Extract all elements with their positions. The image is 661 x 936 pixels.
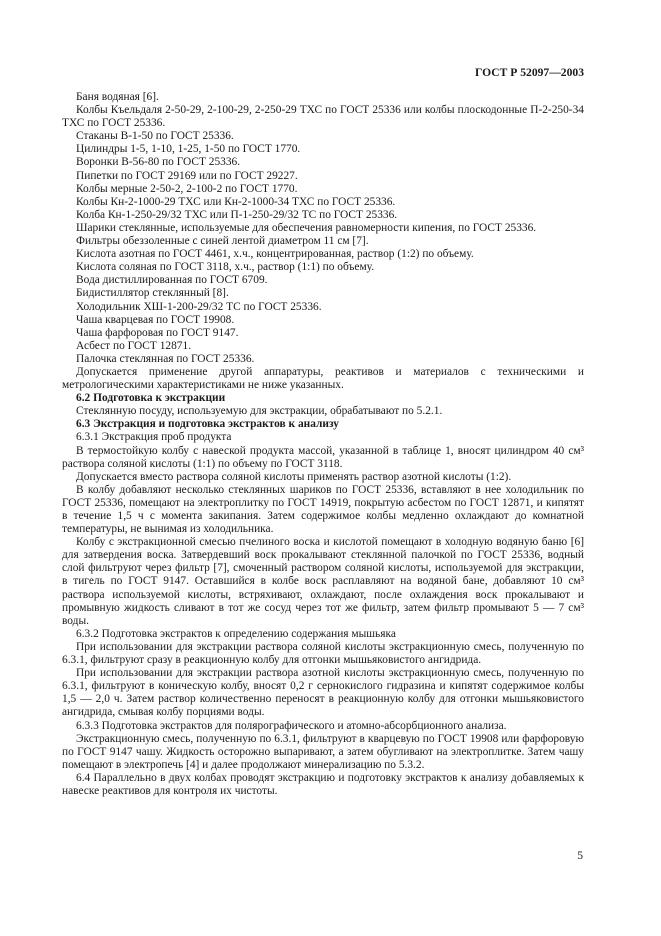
paragraph: Кислота соляная по ГОСТ 3118, х.ч., раствор (1:1) по объему. [76, 261, 375, 274]
paragraph: Колбу с экстракционной смесью пчелиного воска и кислотой помещают в холодную водяную баню [6] для затвердения воска. Затвердевший воск прокалывают стеклянной палочкой по ГОСТ 25336, водный слой фильтруют через фильтр [7], смоченный раствором соляной кислоты, используемой для экстракции, в тигель по ГОСТ 9147. Оставшийся в колбе воск расплавляют на водяной бане, добавляют 10 см³ раствора используемой кислоты, встряхивают, охлаждают, после охлаждения воск прокалывают и промывную жидкость сливают в тот же сосуд через тот же фильтр, затем фильтр промывают 5 — 7 см³ воды. [62, 536, 584, 627]
paragraph: Допускается вместо раствора соляной кислоты применять раствор азотной кислоты (1:2). [76, 470, 512, 483]
paragraph: Чаша фарфоровая по ГОСТ 9147. [76, 326, 239, 339]
paragraph: Колбы Кн-2-1000-29 ТХС или Кн-2-1000-34 ТХС по ГОСТ 25336. [76, 195, 396, 208]
paragraph: Чаша кварцевая по ГОСТ 19908. [76, 313, 235, 326]
paragraph: 6.4 Параллельно в двух колбах проводят экстракцию и подготовку экстрактов к анализу добавляемых к навеске реактивов для контроля их чистоты. [62, 771, 584, 797]
paragraph: Вода дистиллированная по ГОСТ 6709. [76, 274, 268, 287]
paragraph: Колбы мерные 2-50-2, 2-100-2 по ГОСТ 1770. [76, 182, 298, 195]
paragraph: Стаканы В-1-50 по ГОСТ 25336. [76, 130, 234, 143]
paragraph: Экстракционную смесь, полученную по 6.3.1, фильтруют в кварцевую по ГОСТ 19908 или фарфоровую по ГОСТ 9147 чашу. Жидкость осторожно выпаривают, а затем обугливают на электроплитке. Затем чашу помещают в электропечь [4] и далее продолжают минерализацию по 5.3.2. [62, 732, 584, 771]
paragraph: Колбы Къельдаля 2-50-29, 2-100-29, 2-250-29 ТХС по ГОСТ 25336 или колбы плоскодонные П-2-250-34 ТХС по ГОСТ 25336. [62, 104, 584, 130]
paragraph: Колба Кн-1-250-29/32 ТХС или П-1-250-29/32 ТС по ГОСТ 25336. [76, 208, 398, 221]
paragraph: При использовании для экстракции раствора азотной кислоты экстракционную смесь, полученную по 6.3.1, фильтруют в коническую колбу, вносят 0,2 г сернокислого гидразина и кипятят содержимое колбы 1,5 — 2,0 ч. Затем раствор количественно переносят в реакционную колбу для отгонки мышьяковистого ангидрида, смывая колбу порциями воды. [62, 667, 584, 719]
paragraph: Шарики стеклянные, используемые для обеспечения равномерности кипения, по ГОСТ 25336. [76, 221, 537, 234]
standard-header: ГОСТ Р 52097—2003 [475, 66, 584, 79]
section-heading: 6.3 Экстракция и подготовка экстрактов к анализу [76, 418, 339, 431]
paragraph: Палочка стеклянная по ГОСТ 25336. [76, 352, 255, 365]
paragraph: Допускается применение другой аппаратуры, реактивов и материалов с техническими и метрологическими характеристиками не ниже указанных. [62, 365, 584, 392]
paragraph: Пипетки по ГОСТ 29169 или по ГОСТ 29227. [76, 169, 298, 182]
paragraph: При использовании для экстракции раствора соляной кислоты экстракционную смесь, полученную по 6.3.1, фильтруют сразу в реакционную колбу для отгонки мышьяковистого ангидрида. [62, 640, 584, 667]
paragraph: Цилиндры 1-5, 1-10, 1-25, 1-50 по ГОСТ 1770. [76, 143, 301, 156]
paragraph: В термостойкую колбу с навеской продукта массой, указанной в таблице 1, вносят цилиндром 40 см³ раствора соляной кислоты (1:1) по объему по ГОСТ 3118. [62, 444, 584, 470]
paragraph: Кислота азотная по ГОСТ 4461, х.ч., концентрированная, раствор (1:2) по объему. [76, 248, 474, 261]
section-heading: 6.2 Подготовка к экстракции [76, 392, 226, 405]
subsection-heading: 6.3.1 Экстракция проб продукта [76, 431, 232, 444]
paragraph: Баня водяная [6]. [76, 91, 159, 103]
paragraph: Воронки В-56-80 по ГОСТ 25336. [76, 156, 241, 169]
document-body [62, 91, 584, 798]
paragraph: В колбу добавляют несколько стеклянных шариков по ГОСТ 25336, вставляют в нее холодильник по ГОСТ 25336, помещают на электроплитку по ГОСТ 14919, покрытую асбестом по ГОСТ 12871, и кипятят в течение 1,5 ч с момента закипания. Затем содержимое колбы медленно охлаждают до комнатной температуры, не вынимая из холодильника. [62, 483, 584, 536]
page-number: 5 [577, 849, 583, 862]
paragraph: Фильтры обеззоленные с синей лентой диаметром 11 см [7]. [76, 235, 369, 248]
paragraph: Стеклянную посуду, используемую для экстракции, обрабатывают по 5.2.1. [76, 405, 443, 418]
paragraph: Холодильник ХШ-1-200-29/32 ТС по ГОСТ 25336. [76, 300, 322, 313]
subsection-heading: 6.3.3 Подготовка экстрактов для полярографического и атомно-абсорбционного анализа. [76, 719, 507, 732]
subsection-heading: 6.3.2 Подготовка экстрактов к определению содержания мышьяка [76, 627, 396, 640]
paragraph: Асбест по ГОСТ 12871. [76, 339, 192, 352]
paragraph: Бидистиллятор стеклянный [8]. [76, 287, 229, 300]
